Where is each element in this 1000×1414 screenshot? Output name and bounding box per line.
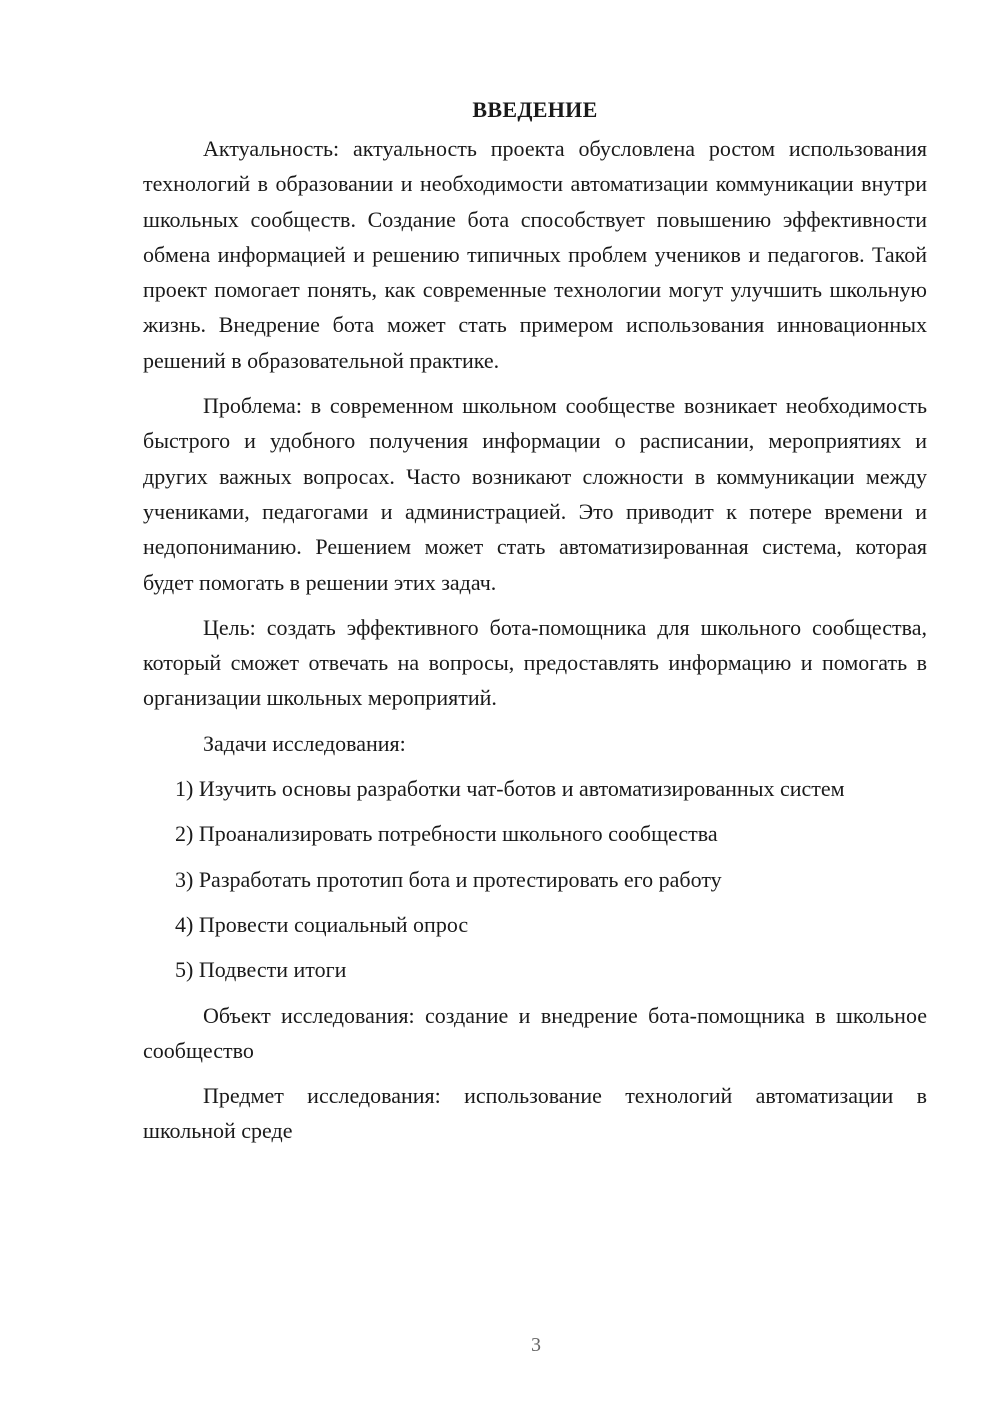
list-item: 3) Разработать прототип бота и протестировать его работу	[175, 866, 722, 892]
list-item: 4) Провести социальный опрос	[175, 911, 469, 937]
paragraph-object: Объект исследования: создание и внедрение бота-помощника в школьное сообщество	[143, 1002, 927, 1063]
tasks-list	[143, 771, 927, 987]
paragraph-problem: Проблема: в современном школьном сообществе возникает необходимость быстрого и удобного получения информации о расписании, мероприятиях и других важных вопросах. Часто возникают сложности в коммуникации между учениками, педагогами и администрацией. Это приводит к потере времени и недопониманию. Решением может стать автоматизированная система, которая будет помогать в решении этих задач.	[143, 393, 927, 595]
paragraph-goal: Цель: создать эффективного бота-помощника для школьного сообщества, который сможет отвечать на вопросы, предоставлять информацию и помогать в организации школьных мероприятий.	[143, 614, 927, 711]
page-number: 3	[531, 1334, 541, 1356]
list-item: 5) Подвести итоги	[175, 957, 347, 983]
paragraph-subject: Предмет исследования: использование технологий автоматизации в школьной среде	[143, 1083, 927, 1144]
list-item: 2) Проанализировать потребности школьного сообщества	[175, 821, 718, 847]
page-title: ВВЕДЕНИЕ	[472, 97, 598, 122]
document-page	[143, 92, 927, 1159]
paragraph-relevance: Актуальность: актуальность проекта обусловлена ростом использования технологий в образовании и необходимости автоматизации коммуникации внутри школьных сообществ. Создание бота способствует повышению эффективности обмена информацией и решению типичных проблем учеников и педагогов. Такой проект помогает понять, как современные технологии могут улучшить школьную жизнь. Внедрение бота может стать примером использования инновационных решений в образовательной практике.	[143, 136, 927, 373]
tasks-heading: Задачи исследования:	[203, 730, 406, 756]
list-item: 1) Изучить основы разработки чат-ботов и автоматизированных систем	[175, 776, 845, 802]
